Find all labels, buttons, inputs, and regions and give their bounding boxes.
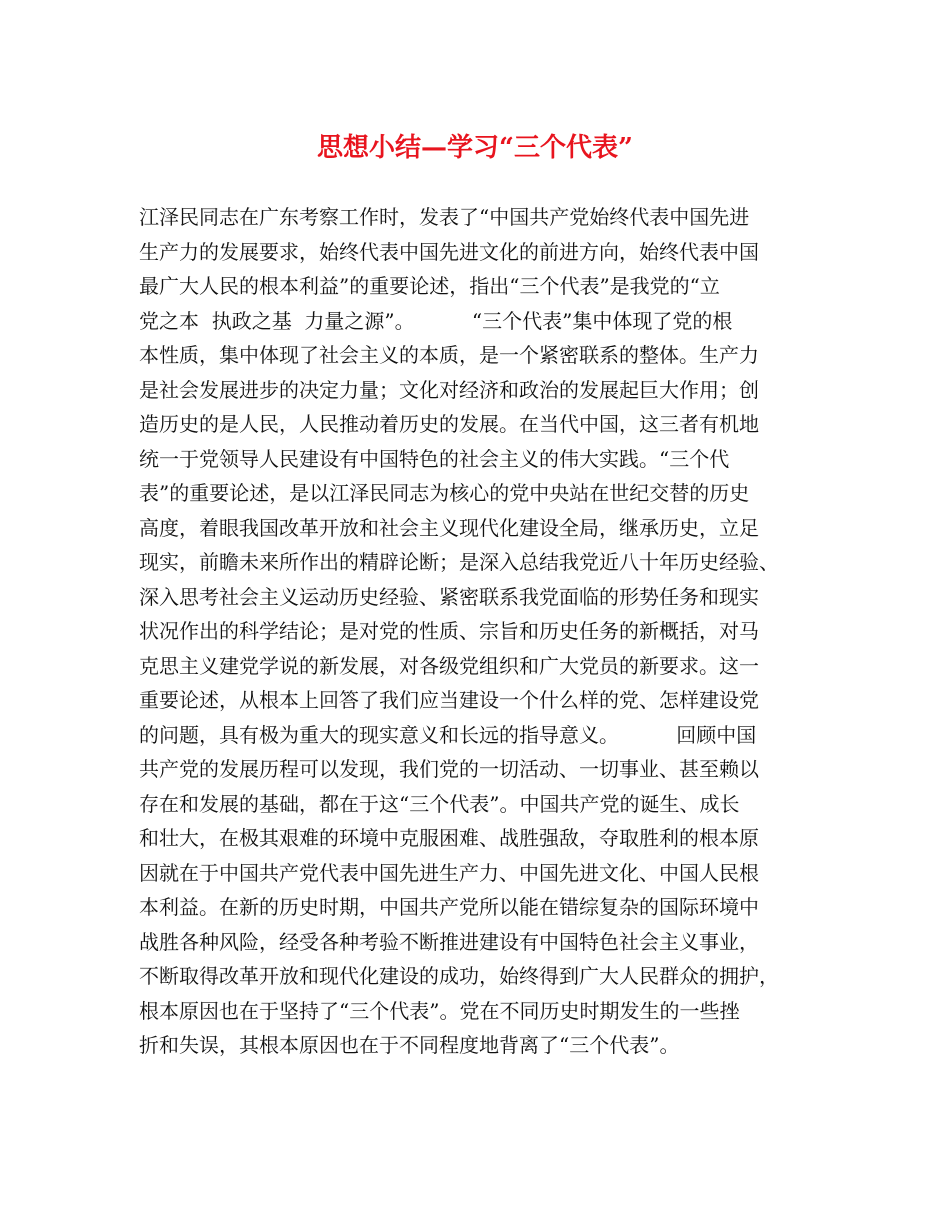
body-line: 现实，前瞻未来所作出的精辟论断；是深入总结我党近八十年历史经验、 bbox=[139, 550, 779, 574]
document-title: 思想小结—学习“三个代表” bbox=[317, 133, 633, 163]
body-line: 高度，着眼我国改革开放和社会主义现代化建设全局，继承历史，立足 bbox=[139, 515, 759, 540]
body-line: 是社会发展进步的决定力量；文化对经济和政治的发展起巨大作用；创 bbox=[139, 377, 759, 402]
body-line: 造历史的是人民，人民推动着历史的发展。在当代中国，这三者有机地 bbox=[139, 412, 759, 436]
body-line: 根本原因也在于坚持了“三个代表”。党在不同历史时期发生的一些挫 bbox=[139, 998, 740, 1023]
body-line: 克思主义建党学说的新发展，对各级党组织和广大党员的新要求。这一 bbox=[139, 653, 759, 678]
document-body bbox=[139, 200, 819, 1063]
body-line: 不断取得改革开放和现代化建设的成功，始终得到广大人民群众的拥护， bbox=[139, 964, 779, 988]
body-line: 的问题，具有极为重大的现实意义和长远的指导意义。 回顾中国 bbox=[139, 722, 757, 747]
body-line: 状况作出的科学结论；是对党的性质、宗旨和历史任务的新概括，对马 bbox=[139, 619, 759, 643]
body-line: 折和失误，其根本原因也在于不同程度地背离了“三个代表”。 bbox=[139, 1033, 680, 1057]
body-line: 存在和发展的基础，都在于这“三个代表”。中国共产党的诞生、成长 bbox=[139, 791, 740, 816]
body-line: 战胜各种风险，经受各种考验不断推进建设有中国特色社会主义事业， bbox=[139, 929, 759, 954]
body-line: 共产党的发展历程可以发现，我们党的一切活动、一切事业、甚至赖以 bbox=[139, 757, 759, 781]
body-line: 本利益。在新的历史时期，中国共产党所以能在错综复杂的国际环境中 bbox=[139, 895, 759, 919]
body-line: 党之本 执政之基 力量之源”。 “三个代表”集中体现了党的根 bbox=[139, 308, 733, 333]
body-line: 重要论述，从根本上回答了我们应当建设一个什么样的党、怎样建设党 bbox=[139, 688, 759, 712]
body-line: 本性质，集中体现了社会主义的本质，是一个紧密联系的整体。生产力 bbox=[139, 343, 759, 367]
body-line: 统一于党领导人民建设有中国特色的社会主义的伟大实践。“三个代 bbox=[139, 446, 730, 471]
body-line: 因就在于中国共产党代表中国先进生产力、中国先进文化、中国人民根 bbox=[139, 860, 759, 885]
body-line: 生产力的发展要求，始终代表中国先进文化的前进方向，始终代表中国 bbox=[139, 239, 759, 264]
body-line: 江泽民同志在广东考察工作时，发表了“中国共产党始终代表中国先进 bbox=[139, 205, 750, 229]
body-line: 深入思考社会主义运动历史经验、紧密联系我党面临的形势任务和现实 bbox=[139, 584, 759, 609]
body-line: 最广大人民的根本利益”的重要论述，指出“三个代表”是我党的“立 bbox=[139, 274, 720, 298]
body-line: 表”的重要论述，是以江泽民同志为核心的党中央站在世纪交替的历史 bbox=[139, 481, 750, 505]
body-line: 和壮大，在极其艰难的环境中克服困难、战胜强敌，夺取胜利的根本原 bbox=[139, 826, 759, 850]
